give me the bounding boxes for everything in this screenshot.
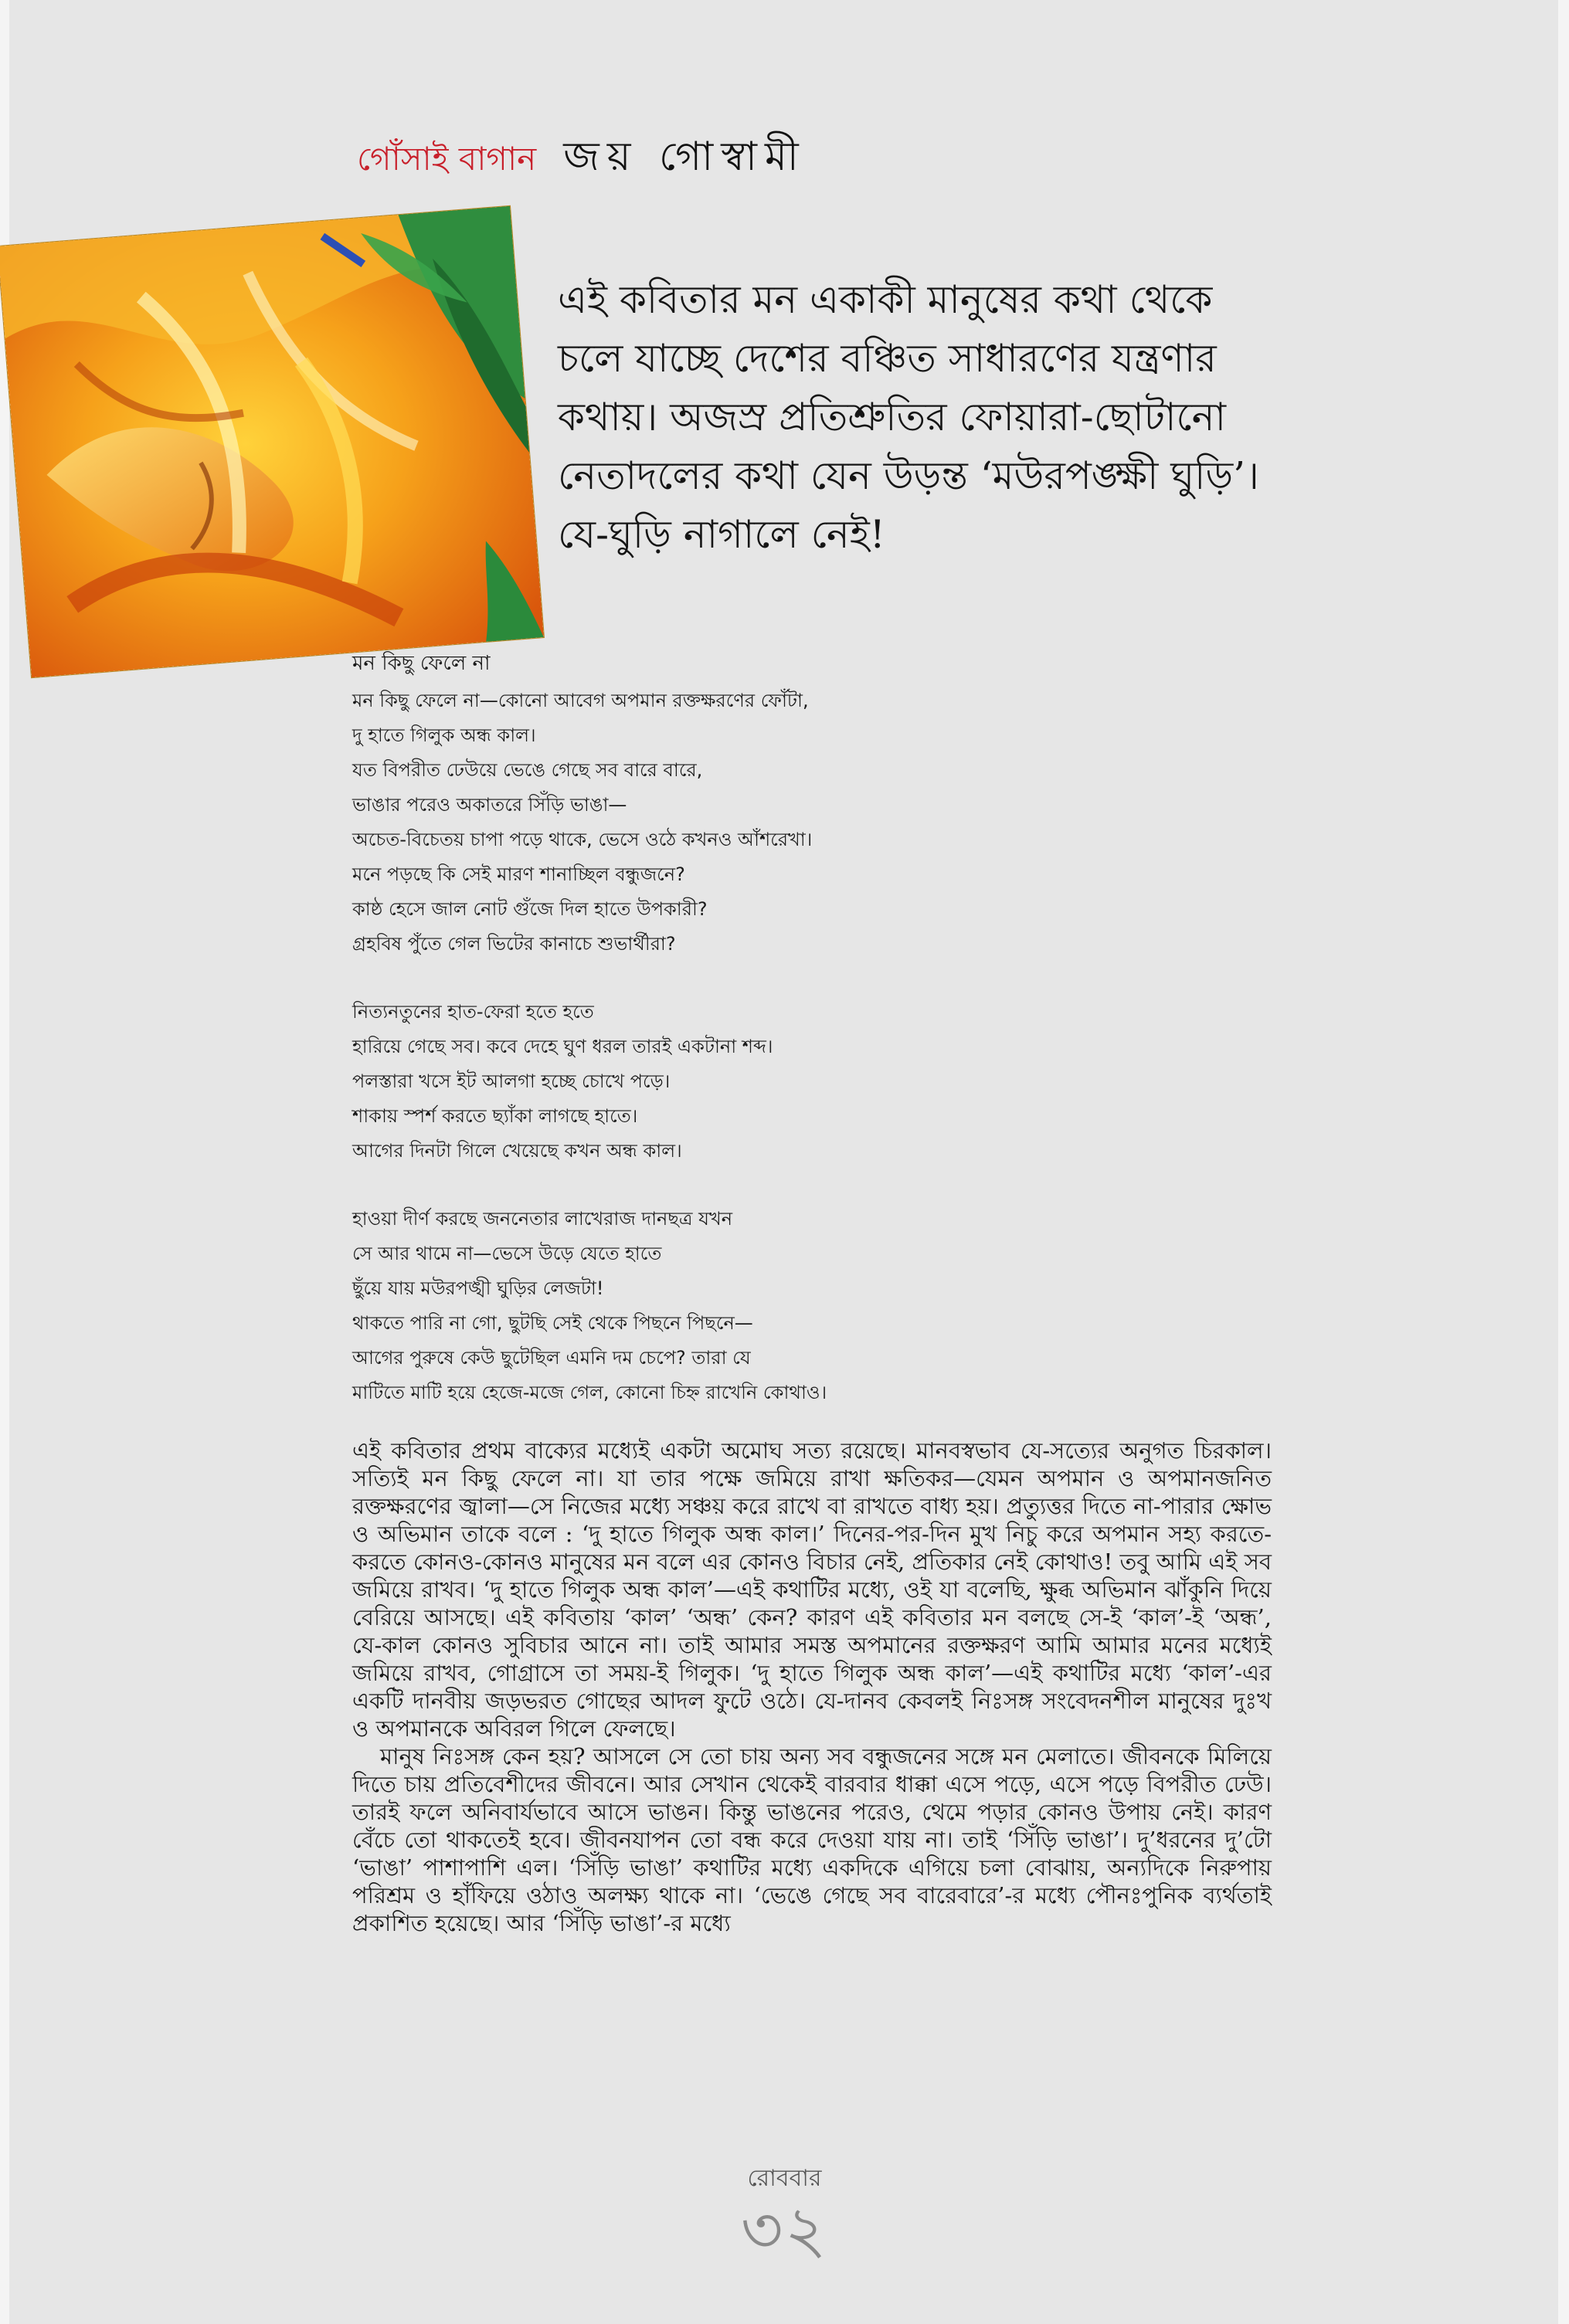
page-edge-right (1558, 0, 1569, 2324)
author-name: জয় গোস্বামী (563, 134, 807, 180)
column-name: গোঁসাই বাগান (357, 140, 537, 178)
poem-line: পলস্তারা খসে ইট আলগা হচ্ছে চোখে পড়ে। (352, 1070, 671, 1092)
commentary-paragraph: মানুষ নিঃসঙ্গ কেন হয়? আসলে সে তো চায় অন্য সব বন্ধুজনের সঙ্গে মন মেলাতে। জীবনকে মিলিয়ে দিতে চায় প্রতিবেশীদের জীবনে। আর সেখান থেকেই বারবার ধাক্কা এসে পড়ে, এসে পড়ে বিপরীত ঢেউ। তারই ফলে অনিবার্যভাবে আসে ভাঙন। কিন্তু ভাঙনের পরেও, থেমে পড়ার কোনও উপায় নেই। কারণ বেঁচে তো থাকতেই হবে। জীবনযাপন তো বন্ধ করে দেওয়া যায় না। তাই ‘সিঁড়ি ভাঙা’। দু’ধরনের দু’টো ‘ভাঙা’ পাশাপাশি এল। ‘সিঁড়ি ভাঙা’ কথাটির মধ্যে একদিকে এগিয়ে চলা বোঝায়, অন্যদিকে নিরুপায় পরিশ্রম ও হাঁফিয়ে ওঠাও অলক্ষ্য থাকে না। ‘ভেঙে গেছে সব বারেবারে’-র মধ্যে পৌনঃপুনিক ব্যর্থতাই প্রকাশিত হয়েছে। আর ‘সিঁড়ি ভাঙা’-র মধ্যে (352, 1743, 1272, 1936)
poem-line: মনে পড়ছে কি সেই মারণ শানাচ্ছিল বন্ধুজনে? (352, 863, 685, 885)
lead-paragraph (558, 270, 1415, 564)
poem-line: গ্রহবিষ পুঁতে গেল ভিটের কানাচে শুভার্থীরা? (352, 933, 676, 955)
poem (352, 684, 1202, 1444)
poem-stanza (352, 1202, 1202, 1410)
poem-line: ছুঁয়ে যায় মউরপঙ্খী ঘুড়ির লেজটা! (352, 1277, 604, 1299)
poem-line: সে আর থামে না—ভেসে উড়ে যেতে হাতে (352, 1243, 662, 1264)
poem-line: অচেত-বিচেতয় চাপা পড়ে থাকে, ভেসে ওঠে কখনও আঁশরেখা। (352, 829, 813, 850)
poem-line: যত বিপরীত ঢেউয়ে ভেঙে গেছে সব বারে বারে, (352, 759, 703, 781)
commentary-paragraph: এই কবিতার প্রথম বাক্যের মধ্যেই একটা অমোঘ সত্য রয়েছে। মানবস্বভাব যে-সত্যের অনুগত চিরকাল। সত্যিই মন কিছু ফেলে না। যা তার পক্ষে জমিয়ে রাখা ক্ষতিকর—যেমন অপমান ও অপমানজনিত রক্তক্ষরণের জ্বালা—সে নিজের মধ্যে সঞ্চয় করে রাখে বা রাখতে বাধ্য হয়। প্রত্যুত্তর দিতে না-পারার ক্ষোভ ও অভিমান তাকে বলে : ‘দু হাতে গিলুক অন্ধ কাল।’ দিনের-পর-দিন মুখ নিচু করে অপমান সহ্য করতে-করতে কোনও-কোনও মানুষের মন বলে এর কোনও বিচার নেই, প্রতিকার নেই কোথাও! তবু আমি এই সব জমিয়ে রাখব। ‘দু হাতে গিলুক অন্ধ কাল’—এই কথাটির মধ্যে, ওই যা বলেছি, ক্ষুব্ধ অভিমান ঝাঁকুনি দিয়ে বেরিয়ে আসছে। এই কবিতায় ‘কাল’ ‘অন্ধ’ কেন? কারণ এই কবিতার মন বলছে সে-ই ‘কাল’-ই ‘অন্ধ’, যে-কাল কোনও সুবিচার আনে না। তাই আমার সমস্ত অপমানের রক্তক্ষরণ আমি আমার মনের মধ্যেই জমিয়ে রাখব, গোগ্রাসে তা সময়-ই গিলুক। ‘দু হাতে গিলুক অন্ধ কাল’—এই কথাটির মধ্যে ‘কাল’-এর একটি দানবীয় জড়ভরত গোছের আদল ফুটে ওঠে। যে-দানব কেবলই নিঃসঙ্গ সংবেদনশীল মানুষের দুঃখ ও অপমানকে অবিরল গিলে ফেলছে। (352, 1437, 1272, 1742)
poem-line: হাওয়া দীর্ণ করছে জননেতার লাখেরাজ দানছত্র যখন (352, 1208, 733, 1230)
poem-title: মন কিছু ফেলে না (352, 652, 491, 675)
poem-line: শাকায় স্পর্শ করতে ছ্যাঁকা লাগছে হাতে। (352, 1105, 638, 1127)
poem-stanza (352, 684, 1202, 962)
article-header (357, 125, 807, 187)
lead-line: এই কবিতার মন একাকী মানুষের কথা থেকে (558, 277, 1213, 322)
poem-line: থাকতে পারি না গো, ছুটছি সেই থেকে পিছনে পিছনে— (352, 1312, 753, 1334)
lead-line: কথায়। অজস্র প্রতিশ্রুতির ফোয়ারা-ছোটানো (558, 395, 1226, 439)
lead-line: যে-ঘুড়ি নাগালে নেই! (558, 512, 885, 557)
page-number: ৩২ (740, 2192, 829, 2268)
poem-stanza (352, 995, 1202, 1169)
poem-line: দু হাতে গিলুক অন্ধ কাল। (352, 724, 536, 746)
poem-line: মন কিছু ফেলে না—কোনো আবেগ অপমান রক্তক্ষরণের ফোঁটা, (352, 690, 809, 711)
poem-line: আগের দিনটা গিলে খেয়েছে কখন অন্ধ কাল। (352, 1140, 682, 1162)
poem-line: কাষ্ঠ হেসে জাল নোট গুঁজে দিল হাতে উপকারী? (352, 898, 708, 920)
poem-line: হারিয়ে গেছে সব। কবে দেহে ঘুণ ধরল তারই একটানা শব্দ। (352, 1036, 773, 1057)
abstract-painting-image (0, 206, 544, 677)
poem-line: আগের পুরুষে কেউ ছুটেছিল এমনি দম চেপে? তারা যে (352, 1347, 751, 1369)
magazine-name: রোববার (747, 2165, 822, 2192)
lead-line: নেতাদলের কথা যেন উড়ন্ত ‘মউরপঙ্ক্ষী ঘুড়ি’। (558, 453, 1259, 498)
poem-line: মাটিতে মাটি হয়ে হেজে-মজে গেল, কোনো চিহ্ন রাখেনি কোথাও। (352, 1382, 827, 1403)
lead-line: চলে যাচ্ছে দেশের বঞ্চিত সাধারণের যন্ত্রণার (558, 336, 1217, 381)
poem-line: নিত্যনতুনের হাত-ফেরা হতে হতে (352, 1001, 594, 1023)
commentary-body (352, 1437, 1272, 1937)
poem-line: ভাঙার পরেও অকাতরে সিঁড়ি ভাঙা— (352, 794, 627, 816)
